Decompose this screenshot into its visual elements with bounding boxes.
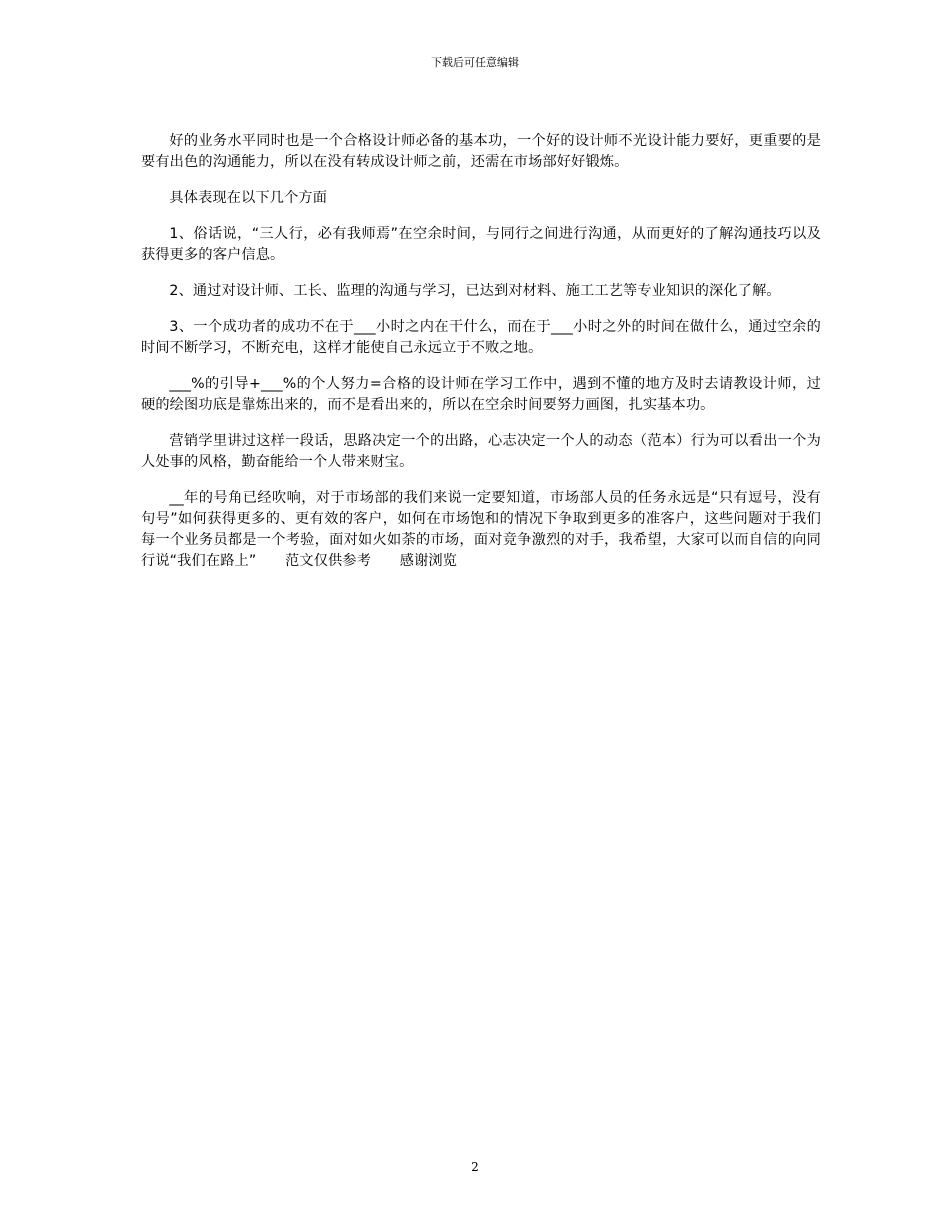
paragraph-aspects-heading: 具体表现在以下几个方面 (169, 190, 328, 206)
paragraph-item-2: 2、通过对设计师、工长、监理的沟通与学习，已达到对材料、施工工艺等专业知识的深化了解。 (169, 283, 781, 299)
page-number: 2 (471, 1160, 479, 1174)
paragraph-item-1: 1、俗话说，“三人行，必有我师焉”在空余时间，与同行之间进行沟通，从而更好的了解沟通技巧以及获得更多的客户信息。 (141, 226, 821, 263)
paragraph-marketing: 营销学里讲过这样一段话，思路决定一个的出路，心志决定一个人的动态（范本）行为可以看出一个为人处事的风格，勤奋能给一个人带来财宝。 (141, 433, 821, 470)
paragraph-guidance: ___%的引导+___%的个人努力=合格的设计师在学习工作中，遇到不懂的地方及时去请教设计师，过硬的绘图功底是靠炼出来的，而不是看出来的，所以在空余时间要努力画图，扎实基本功。 (141, 376, 821, 413)
paragraph-item-3: 3、一个成功者的成功不在于___小时之内在干什么，而在于___小时之外的时间在做什么，通过空余的时间不断学习，不断充电，这样才能使自己永远立于不败之地。 (141, 319, 821, 356)
paragraph-intro: 好的业务水平同时也是一个合格设计师必备的基本功，一个好的设计师不光设计能力要好，更重要的是要有出色的沟通能力，所以在没有转成设计师之前，还需在市场部好好锻炼。 (141, 133, 821, 170)
document-body (141, 131, 821, 587)
paragraph-closing: __年的号角已经吹响，对于市场部的我们来说一定要知道，市场部人员的任务永远是“只有逗号，没有句号”如何获得更多的、更有效的客户，如何在市场饱和的情况下争取到更多的准客户，这些问题对于我们每一个业务员都是一个考验，面对如火如荼的市场，面对竞争激烈的对手，我希望，大家可以而自信的向同行说“我们在路上” 范文仅供参考 感谢浏览 (141, 490, 821, 569)
page-header: 下载后可任意编辑 (431, 56, 519, 69)
